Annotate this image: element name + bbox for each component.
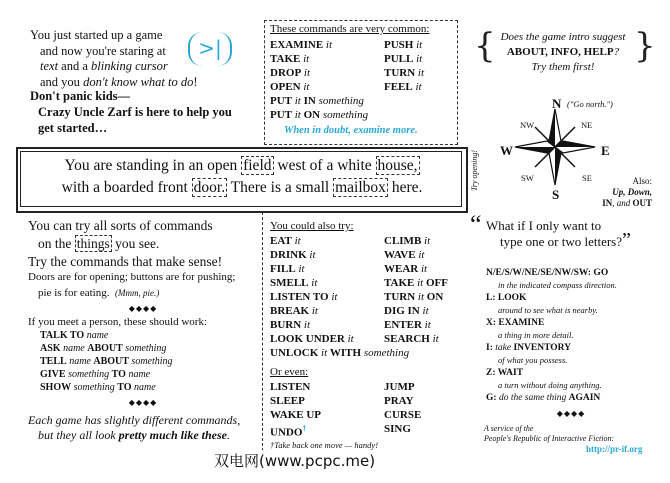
service-line: People's Republic of Interactive Fiction: [484, 433, 615, 443]
common-commands-left [270, 38, 368, 122]
compass-s: S [552, 187, 560, 202]
command-item: PULL it [384, 53, 423, 65]
short-commands-list [486, 268, 656, 419]
command-item: EAT it [270, 235, 301, 247]
watermark: 双电网(www.pcpc.me) [210, 450, 379, 471]
command-item: WAKE UP [270, 409, 322, 421]
also-directions [582, 176, 652, 209]
command-item: SHOW something TO name [40, 382, 156, 393]
short-command: L: LOOK [486, 293, 527, 303]
dashed-word-things: things [76, 236, 110, 251]
command-item: PUSH it [384, 39, 423, 51]
command-item: UNDO† [270, 424, 307, 439]
tip-line: on the things you see. [38, 236, 160, 251]
short-command: Z: WAIT [486, 368, 524, 378]
or-even-heading: Or even: [270, 366, 309, 378]
compass-e: E [601, 143, 610, 158]
footnote-mark: † [302, 424, 307, 433]
intro-word: don't know what to do [83, 74, 194, 89]
undo-footnote: †Take back one move — handy! [270, 440, 379, 450]
command-item: ENTER it [384, 319, 431, 331]
story-fragment: You are standing in an open [64, 157, 242, 174]
command-item: TAKE it [270, 53, 310, 65]
command-item: FEEL it [384, 81, 422, 93]
command-item: TAKE it OFF [384, 277, 448, 289]
about-line: Try them first! [531, 61, 595, 73]
pr-if-link[interactable]: http://pr-if.org [586, 444, 643, 454]
tip-line: pie is for eating. (Mmm, pie.) [38, 287, 160, 299]
story-fragment: There is a small [227, 179, 334, 196]
short-command-desc: of what you possess. [498, 354, 568, 365]
command-item: JUMP [384, 381, 415, 393]
story-noun-house: house, [377, 157, 418, 174]
command-item: PRAY [384, 395, 414, 407]
command-item: WAVE it [384, 249, 425, 261]
close-quote-icon: ” [622, 229, 631, 251]
command-item: WEAR it [384, 263, 428, 275]
command-item: UNLOCK it WITH something [270, 347, 410, 359]
right-brace-icon: } [634, 26, 656, 66]
question-line: type one or two letters?” [500, 229, 631, 251]
try-opening-note: Try opening! [470, 150, 479, 192]
story-fragment: west of a white [273, 157, 376, 174]
tip-line: but they all look pretty much like these. [38, 428, 230, 442]
also-line: IN, and OUT [602, 198, 652, 208]
short-command: I: take INVENTORY [486, 343, 572, 353]
intro-line: and now you're staring at [40, 43, 166, 58]
short-command-desc: a thing in more detail. [498, 329, 574, 340]
short-command: X: EXAMINE [486, 318, 545, 328]
also-line: Also: [632, 176, 652, 186]
story-fragment: with a boarded front [61, 179, 192, 196]
tip-line: Each game has slightly different commands, [28, 413, 241, 427]
command-item: SLEEP [270, 395, 305, 407]
left-brace-icon: { [474, 26, 496, 66]
command-item: LISTEN [270, 381, 311, 393]
intro-word: and a [58, 59, 92, 73]
command-item: OPEN it [270, 81, 310, 93]
panic-line: Crazy Uncle Zarf is here to help you [38, 105, 232, 119]
command-item: TURN it [384, 67, 425, 79]
tip-line: You can try all sorts of commands [28, 218, 213, 233]
command-item: LOOK UNDER it [270, 333, 354, 345]
intro-word: text [40, 59, 59, 73]
short-commands-question [478, 218, 650, 250]
command-item: TALK TO name [40, 330, 109, 341]
command-item: FILL it [270, 263, 305, 275]
short-command: G: do the same thing AGAIN [486, 393, 601, 403]
command-item: ASK name ABOUT something [40, 343, 167, 354]
open-quote-icon: “ [470, 210, 482, 239]
command-item: SEARCH it [384, 333, 439, 345]
also-line: Up, Down, [612, 187, 652, 197]
command-item: EXAMINE it [270, 39, 333, 51]
command-item: DIG IN it [384, 305, 429, 317]
story-noun-door: door. [193, 179, 226, 196]
command-item: CLIMB it [384, 235, 431, 247]
compass-se: SE [582, 173, 592, 183]
lower-left-section [28, 218, 258, 443]
command-item: PUT it IN something [270, 95, 364, 107]
intro-word: blinking cursor [91, 59, 168, 73]
service-line: A service of the [484, 424, 534, 433]
story-noun-field: field [243, 157, 272, 174]
panic-text [30, 88, 252, 136]
short-command-desc: around to see what is nearby. [498, 304, 598, 315]
command-item: CURSE [384, 409, 422, 421]
about-line: ABOUT, INFO, HELP? [506, 46, 620, 58]
panic-line: Don't panic kids— [30, 89, 131, 103]
compass-w: W [500, 143, 513, 158]
diamond-divider-icon: ◆◆◆◆ [128, 398, 158, 407]
command-item: BREAK it [270, 305, 318, 317]
short-command: N/E/S/W/NE/SE/NW/SW: GO [486, 268, 609, 278]
intro-line: You just started up a game [30, 28, 163, 42]
tip-line: Doors are for opening; buttons are for pushing; [28, 271, 236, 283]
command-item: GIVE something TO name [40, 369, 151, 380]
command-item: LISTEN TO it [270, 291, 338, 303]
command-item: SING [384, 423, 411, 435]
intro-word: ! [193, 74, 198, 89]
command-item: SMELL it [270, 277, 318, 289]
diamond-divider-icon: ◆◆◆◆ [128, 304, 158, 313]
compass-ne: NE [581, 120, 593, 130]
about-tip [478, 30, 648, 75]
also-try-right [384, 234, 448, 346]
command-item: TELL name ABOUT something [40, 356, 173, 367]
short-command-desc: in the indicated compass direction. [498, 279, 617, 290]
common-commands-right [384, 38, 424, 94]
story-fragment: here. [387, 179, 423, 196]
cursor-prompt-icon: >| [188, 32, 232, 66]
command-item: PUT it ON something [270, 109, 369, 121]
common-commands-heading: These commands are very common: [270, 23, 430, 35]
person-commands [28, 329, 258, 394]
compass-note: ("Go north.") [567, 99, 613, 109]
short-command-desc: a turn without doing anything. [498, 379, 602, 390]
intro-word: and you [40, 74, 84, 89]
column-divider [262, 212, 264, 456]
compass-nw: NW [520, 120, 535, 130]
service-credit [484, 424, 654, 443]
doubt-tip: When in doubt, examine more. [284, 125, 418, 136]
about-line: Does the game intro suggest [500, 31, 626, 43]
story-noun-mailbox: mailbox [335, 179, 386, 196]
story-text [26, 155, 458, 199]
or-even-right [384, 380, 421, 436]
compass-sw: SW [521, 173, 534, 183]
or-even-left [270, 380, 321, 440]
tip-line: Try the commands that make sense! [28, 254, 223, 269]
command-item: BURN it [270, 319, 311, 331]
command-item: DROP it [270, 67, 311, 79]
command-item: TURN it ON [384, 291, 444, 303]
compass-n: N [552, 96, 562, 111]
tip-line: If you meet a person, these should work: [28, 316, 208, 328]
question-line: What if I only want to [486, 218, 602, 233]
diamond-divider-icon: ◆◆◆◆ [556, 408, 586, 418]
panic-line: get started… [38, 121, 108, 135]
command-item: DRINK it [270, 249, 316, 261]
also-try-heading: You could also try: [270, 220, 354, 232]
